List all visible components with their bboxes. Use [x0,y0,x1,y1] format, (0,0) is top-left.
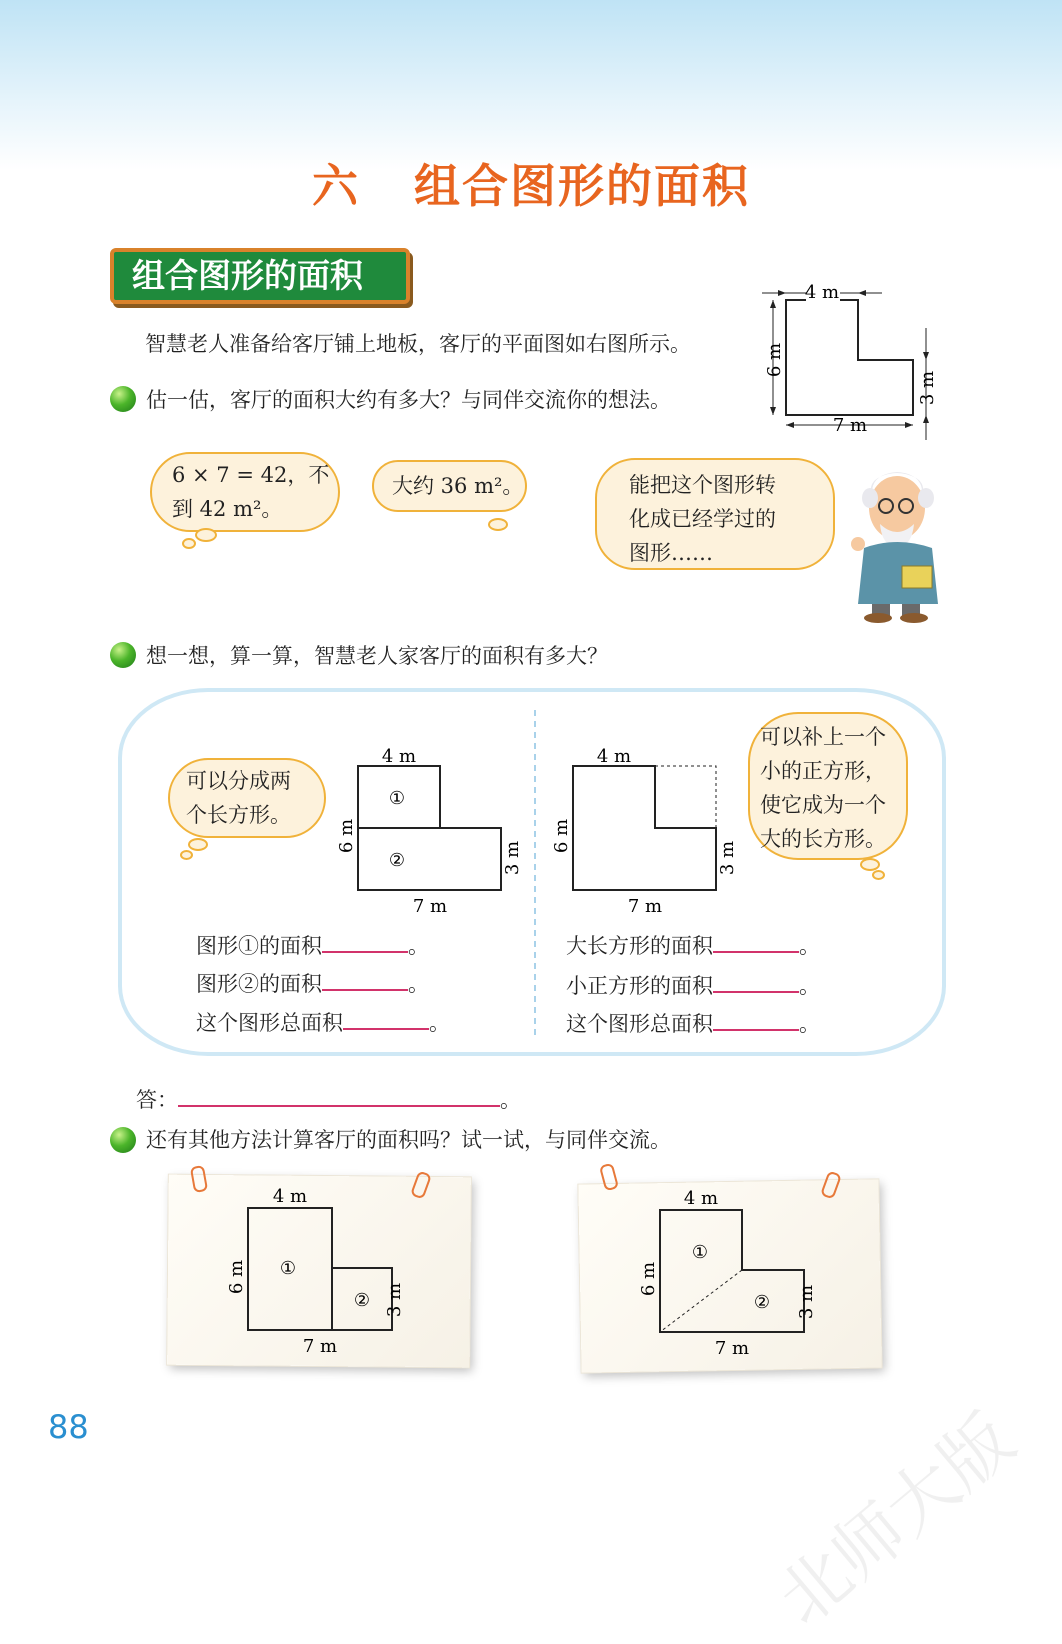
comp-right-dim: 3 m [717,840,738,876]
question-3: 还有其他方法计算客厅的面积吗？试一试，与同伴交流。 [146,1128,671,1152]
page-number: 88 [48,1408,89,1446]
fill-line-5 [566,970,820,1000]
bubble-4-line-1: 可以分成两 [186,769,291,793]
split-label-2: ② [388,850,406,871]
bubble-3-line-1: 能把这个图形转 [629,473,776,497]
bubble-hint [595,458,835,570]
bubble-tail [872,870,885,880]
fill-label-3: 这个图形总面积 [196,1011,343,1035]
bubble-complement [748,712,908,860]
complement-diagram [545,738,745,918]
fill-line-4 [566,930,820,960]
tz-label-1: ① [691,1242,709,1263]
answer-blank[interactable] [713,971,799,993]
split-right-dim: 3 m [502,840,523,876]
tz-top-dim: 4 m [683,1188,719,1209]
publisher-watermark: 北师大版 [762,1398,1030,1641]
fill-end: 。 [799,1012,820,1036]
answer-label: 答： [136,1088,178,1112]
split-diagram [330,738,530,918]
tz-label-2: ② [753,1292,771,1313]
vs-bottom-dim: 7 m [302,1336,338,1357]
bullet-icon [110,1127,136,1153]
answer-end: 。 [500,1088,521,1112]
header-band [0,0,1062,170]
vs-label-2: ② [353,1290,371,1311]
bubble-estimate-2: 大约 36 m²。 [372,460,527,512]
vs-right-dim: 3 m [384,1282,405,1318]
fill-end: 。 [429,1011,450,1035]
vs-top-dim: 4 m [272,1186,308,1207]
bubble-split [168,758,326,838]
split-label-1: ① [388,788,406,809]
bubble-1-line-2: 到 42 m²。 [172,497,283,521]
bubble-tail [188,838,208,851]
bubble-tail [180,850,193,860]
answer-blank[interactable] [322,969,408,991]
bullet-icon [110,642,136,668]
chapter-number: 六 [312,159,360,213]
fill-line-1 [196,930,429,960]
bubble-5-line-3: 使它成为一个 [760,793,886,817]
floor-plan-diagram [758,280,948,440]
bubble-estimate-1 [150,452,340,532]
answer-blank[interactable] [713,931,799,953]
fill-label-4: 大长方形的面积 [566,934,713,958]
tz-left-dim: 6 m [638,1261,659,1297]
chapter-title [0,150,1062,216]
tz-right-dim: 3 m [796,1284,817,1320]
fill-label-6: 这个图形总面积 [566,1012,713,1036]
bubble-5-line-4: 大的长方形。 [760,827,886,851]
bubble-1-line-1: 6 × 7 = 42，不 [172,463,330,487]
bubble-tail [195,528,217,542]
answer-blank[interactable] [322,931,408,953]
fill-label-2: 图形②的面积 [196,972,322,996]
fill-end: 。 [799,974,820,998]
comp-top-dim: 4 m [596,746,632,767]
trapezoid-split-diagram [634,1184,834,1364]
fill-end: 。 [408,972,429,996]
answer-blank[interactable] [713,1009,799,1031]
fill-line-6 [566,1008,820,1038]
fill-line-3 [196,1007,450,1037]
fill-end: 。 [799,934,820,958]
vs-label-1: ① [279,1258,297,1279]
plan-bottom-dim: 7 m [832,415,868,436]
intro-text: 智慧老人准备给客厅铺上地板，客厅的平面图如右图所示。 [145,332,691,356]
question-1: 估一估，客厅的面积大约有多大？与同伴交流你的想法。 [146,388,671,412]
split-top-dim: 4 m [381,746,417,767]
comp-left-dim: 6 m [551,818,572,854]
answer-line [136,1084,521,1114]
split-left-dim: 6 m [336,818,357,854]
question-2: 想一想，算一算，智慧老人家客厅的面积有多大？ [146,644,608,668]
fill-end: 。 [408,934,429,958]
bubble-5-line-1: 可以补上一个 [760,725,886,749]
vertical-split-diagram [222,1182,422,1362]
fill-label-1: 图形①的面积 [196,934,322,958]
bubble-5-line-2: 小的正方形， [760,759,886,783]
chapter-title-text: 组合图形的面积 [414,159,750,213]
comp-bottom-dim: 7 m [627,896,663,917]
bubble-3-line-2: 化成已经学过的 [629,507,776,531]
plan-left-dim: 6 m [764,342,785,378]
bullet-icon [110,386,136,412]
section-title: 组合图形的面积 [110,248,410,304]
fill-line-2 [196,968,429,998]
bubble-4-line-2: 个长方形。 [186,803,291,827]
wise-old-man-illustration [842,466,947,626]
vs-left-dim: 6 m [226,1259,247,1295]
plan-top-dim: 4 m [804,282,840,303]
fill-label-5: 小正方形的面积 [566,974,713,998]
plan-right-dim: 3 m [917,370,938,406]
bubble-tail [488,518,508,531]
answer-blank[interactable] [343,1008,429,1030]
bubble-3-line-3: 图形…… [629,541,713,565]
split-bottom-dim: 7 m [412,896,448,917]
tz-bottom-dim: 7 m [714,1338,750,1359]
bubble-tail [182,538,196,549]
answer-blank[interactable] [178,1085,500,1107]
